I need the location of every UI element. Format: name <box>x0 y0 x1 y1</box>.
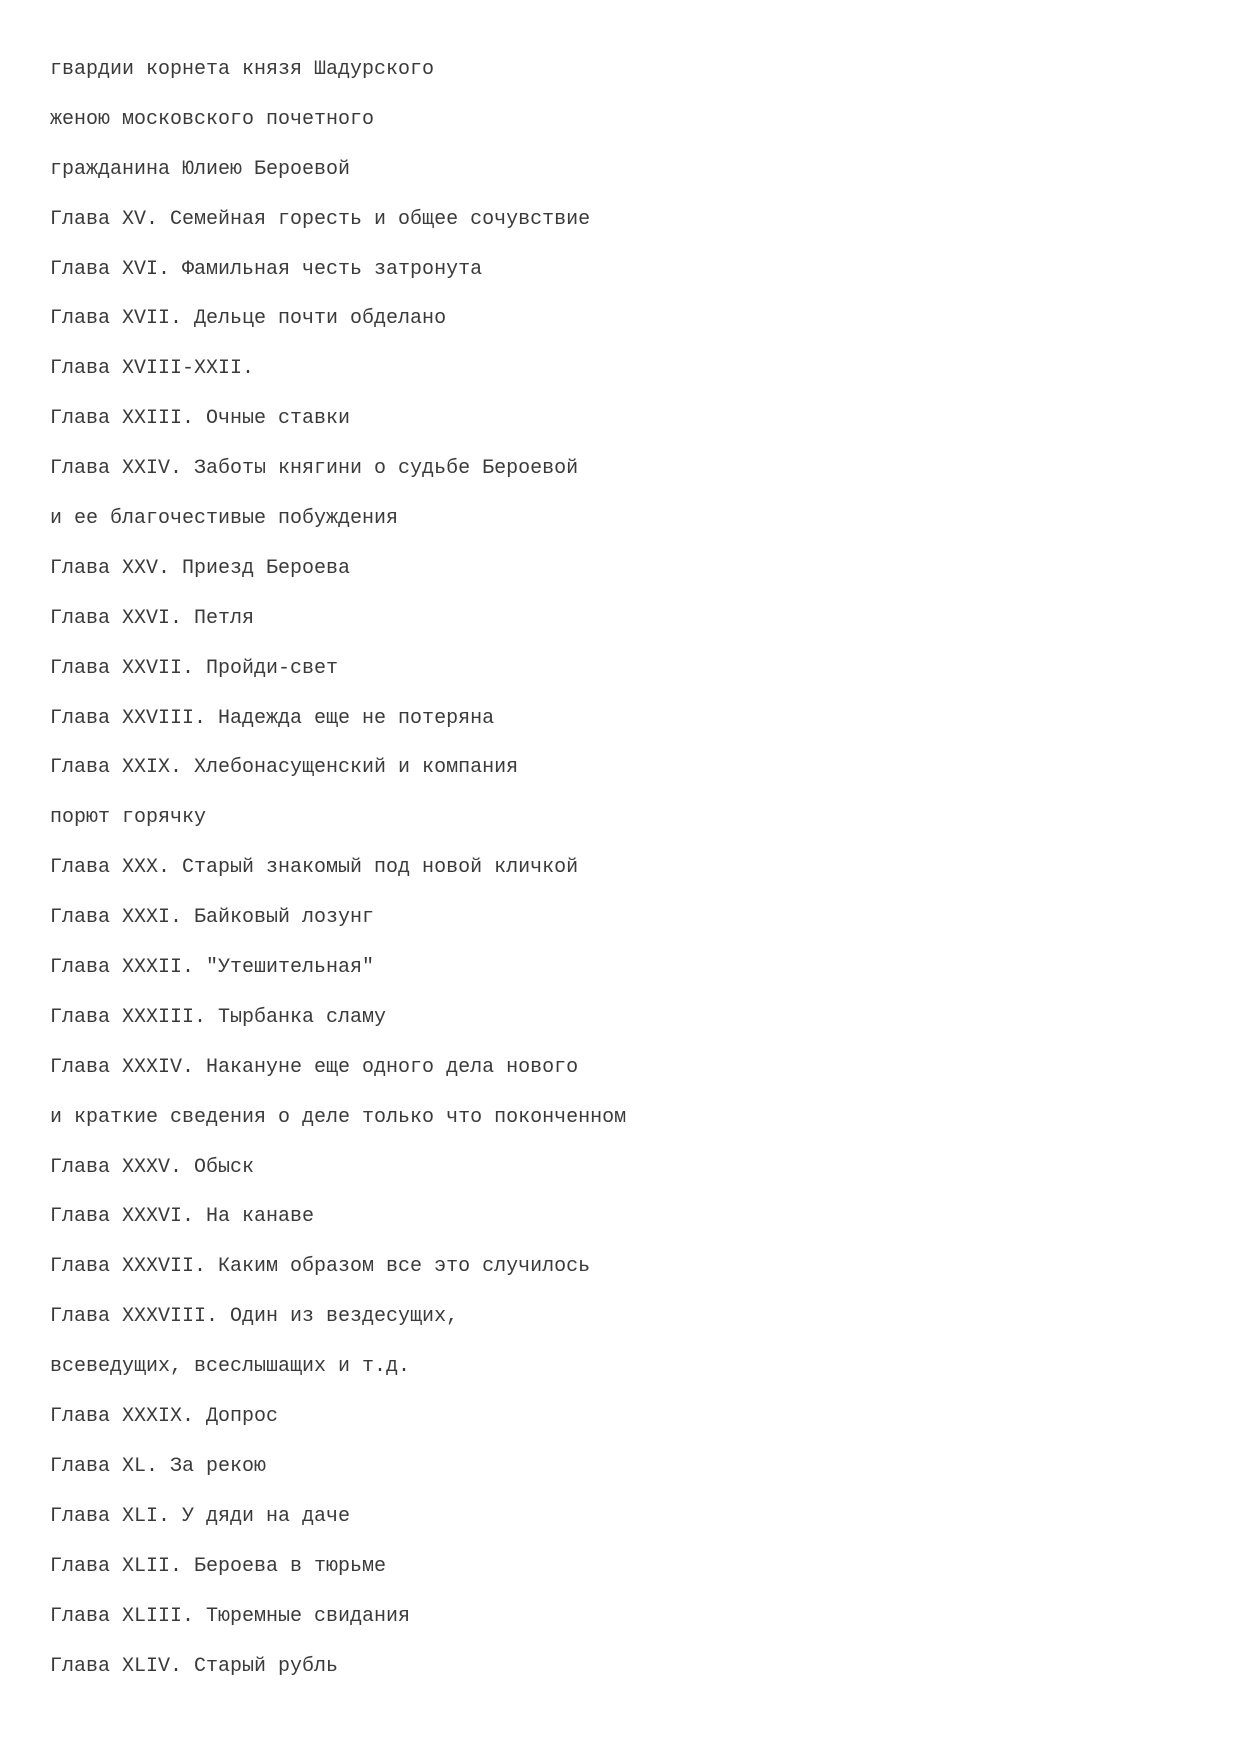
toc-line: Глава XVI. Фамильная честь затронута <box>50 257 483 281</box>
toc-line: Глава XV. Семейная горесть и общее сочувствие <box>50 207 591 231</box>
toc-line: Глава XXV. Приезд Бероева <box>50 556 351 580</box>
toc-line: всеведущих, всеслышащих и т.д. <box>50 1355 411 1379</box>
toc-line: женою московского почетного <box>50 107 375 131</box>
toc-line: Глава XLIV. Старый рубль <box>50 1654 339 1678</box>
toc-line: Глава XXVIII. Надежда еще не потеряна <box>50 706 495 730</box>
toc-line: Глава XXXIX. Допрос <box>50 1405 279 1429</box>
toc-line: Глава XXIX. Хлебонасущенский и компания <box>50 756 519 780</box>
toc-line: Глава XXXVIII. Один из вездесущих, <box>50 1305 459 1329</box>
toc-line: Глава XXIV. Заботы княгини о судьбе Бероевой <box>50 457 579 481</box>
toc-line: Глава XLIII. Тюремные свидания <box>50 1604 411 1628</box>
toc-line: и краткие сведения о деле только что поконченном <box>50 1105 627 1129</box>
toc-line: Глава XXXII. "Утешительная" <box>50 956 375 980</box>
toc-line: гражданина Юлиею Бероевой <box>50 157 351 181</box>
toc-line: Глава XXXIV. Накануне еще одного дела нового <box>50 1055 579 1079</box>
toc-line: Глава XXXI. Байковый лозунг <box>50 906 375 930</box>
toc-line: Глава XXXV. Обыск <box>50 1155 255 1179</box>
toc-line: гвардии корнета князя Шадурского <box>50 58 435 81</box>
toc-line: Глава XVII. Дельце почти обделано <box>50 307 447 331</box>
toc-line: Глава XXXVI. На канаве <box>50 1205 315 1229</box>
toc-line: Глава XVIII-XXII. <box>50 357 255 381</box>
toc-line: Глава XXIII. Очные ставки <box>50 407 351 431</box>
toc-line: Глава XXX. Старый знакомый под новой кличкой <box>50 856 579 880</box>
table-of-contents <box>50 60 626 1706</box>
toc-line: Глава XXVII. Пройди-свет <box>50 656 339 680</box>
toc-line: и ее благочестивые побуждения <box>50 507 399 531</box>
toc-line: Глава XLII. Бероева в тюрьме <box>50 1554 387 1578</box>
toc-line: Глава XL. За рекою <box>50 1454 267 1478</box>
toc-line: Глава XLI. У дяди на даче <box>50 1504 351 1528</box>
toc-line: Глава XXXVII. Каким образом все это случилось <box>50 1255 591 1279</box>
toc-line: Глава XXVI. Петля <box>50 606 255 630</box>
toc-line: порют горячку <box>50 806 207 830</box>
toc-line: Глава XXXIII. Тырбанка сламу <box>50 1005 387 1029</box>
